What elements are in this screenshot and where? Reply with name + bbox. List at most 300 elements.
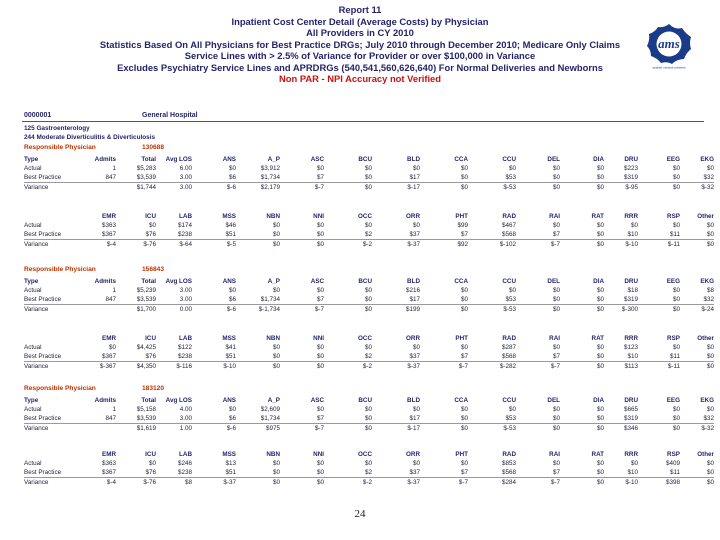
column-header: MSS [222, 212, 236, 220]
table-cell: $123 [623, 344, 638, 351]
column-header: RAD [502, 334, 516, 342]
table-cell: $0 [460, 287, 468, 294]
column-header: LAB [179, 212, 192, 220]
row-label: Best Practice [24, 415, 62, 422]
table-cell: $-2 [324, 362, 372, 372]
report-statistics-basis: Statistics Based On All Physicians for Best Practice DRGs; July 2010 through December 2010; Medicare Only Claims [99, 38, 621, 50]
table-cell: $0 [638, 183, 680, 193]
table-cell: $11 [669, 231, 680, 238]
table-cell: $0 [228, 165, 236, 172]
column-header: DIA [593, 396, 604, 404]
table-cell: $0 [552, 460, 560, 467]
table-cell: $1,734 [260, 174, 280, 181]
table-row [24, 230, 714, 240]
table-cell: $-76 [116, 240, 156, 250]
table-cell: $363 [101, 222, 116, 229]
cost-table-secondary [24, 449, 714, 487]
table-cell: $319 [623, 296, 638, 303]
table-cell: $53 [505, 296, 516, 303]
table-cell: $10 [627, 231, 638, 238]
table-cell: $-7 [516, 478, 560, 488]
table-cell: $0 [706, 353, 714, 360]
table-cell: $0 [552, 415, 560, 422]
table-row [24, 164, 714, 173]
cost-table-secondary [24, 211, 714, 249]
table-cell: $0 [672, 415, 680, 422]
table-cell: $0 [460, 460, 468, 467]
table-cell: $6 [228, 174, 236, 181]
column-header-row [24, 333, 714, 343]
column-header [24, 449, 76, 459]
column-header: DRU [624, 277, 638, 285]
table-row [24, 173, 714, 183]
table-cell: $0 [596, 174, 604, 181]
table-cell: 1 [112, 165, 116, 172]
table-cell: $0 [680, 478, 714, 488]
table-cell: $99 [457, 222, 468, 229]
column-header: ICU [145, 450, 156, 458]
table-cell: $0 [552, 344, 560, 351]
table-cell: $0 [630, 222, 638, 229]
table-cell: $568 [501, 231, 516, 238]
table-cell: 1 [112, 406, 116, 413]
column-header: ASC [310, 277, 324, 285]
table-cell: $0 [460, 344, 468, 351]
table-cell: $0 [672, 344, 680, 351]
table-cell: 847 [105, 415, 116, 422]
table-cell: $0 [364, 165, 372, 172]
column-header: Admits [94, 277, 116, 285]
table-cell: $0 [148, 222, 156, 229]
table-cell: $0 [672, 174, 680, 181]
table-cell: $2,609 [260, 406, 280, 413]
table-cell: $0 [672, 165, 680, 172]
table-cell [76, 424, 116, 434]
table-cell: $0 [324, 305, 372, 315]
column-header: EKG [700, 396, 714, 404]
table-cell: $2 [364, 231, 372, 238]
table-cell: $0 [706, 165, 714, 172]
row-label: Variance [24, 478, 76, 488]
table-cell: $238 [177, 231, 192, 238]
column-header: RAT [591, 212, 604, 220]
column-header: DIA [593, 155, 604, 163]
column-header: Type [24, 155, 39, 163]
table-cell: $-7 [280, 183, 324, 193]
drg-line: 244 Moderate Diverticulitis & Diverticulosis [24, 134, 156, 141]
table-cell: $0 [596, 406, 604, 413]
column-header: Admits [94, 396, 116, 404]
table-cell: $0 [560, 240, 604, 250]
table-cell: $0 [516, 183, 560, 193]
table-cell: $-7 [280, 305, 324, 315]
table-cell: $568 [501, 469, 516, 476]
row-label: Actual [24, 222, 42, 229]
column-header: MSS [222, 450, 236, 458]
table-cell [76, 305, 116, 315]
column-header [24, 211, 76, 221]
table-cell: $32 [703, 296, 714, 303]
column-header: LAB [179, 334, 192, 342]
table-cell: $174 [177, 222, 192, 229]
column-header: EEG [666, 277, 680, 285]
column-header: RAT [591, 334, 604, 342]
table-cell: $0 [316, 406, 324, 413]
table-cell: $37 [409, 469, 420, 476]
table-cell: $10 [627, 469, 638, 476]
table-cell: $0 [280, 478, 324, 488]
column-header: ORR [406, 334, 420, 342]
table-cell: $199 [372, 305, 420, 315]
report-title: Report 11 [338, 4, 382, 15]
row-label: Best Practice [24, 469, 62, 476]
table-cell: $0 [324, 424, 372, 434]
column-header: EEG [666, 155, 680, 163]
column-header: BCU [358, 277, 372, 285]
column-header: RAD [502, 450, 516, 458]
column-header: RAI [549, 450, 560, 458]
table-cell: $7 [460, 469, 468, 476]
table-cell: $4,425 [136, 344, 156, 351]
table-cell: 0.00 [156, 305, 192, 315]
table-cell: 6.00 [179, 165, 192, 172]
table-cell: $113 [604, 362, 638, 372]
column-header: NNI [313, 334, 324, 342]
table-cell: $41 [225, 344, 236, 351]
row-label: Variance [24, 305, 76, 315]
table-cell: $0 [552, 287, 560, 294]
table-cell: $51 [225, 353, 236, 360]
table-cell: 1 [112, 287, 116, 294]
cost-table-primary [24, 395, 714, 433]
table-cell: $409 [665, 460, 680, 467]
column-header: Total [141, 277, 156, 285]
table-cell: $0 [228, 287, 236, 294]
column-header: NNI [313, 212, 324, 220]
column-header: ICU [145, 334, 156, 342]
column-header: CCU [502, 277, 516, 285]
table-cell: $0 [552, 406, 560, 413]
table-cell: $467 [501, 222, 516, 229]
table-row [24, 295, 714, 305]
table-cell: $7 [316, 174, 324, 181]
table-cell: $7 [552, 353, 560, 360]
table-cell: $0 [706, 469, 714, 476]
table-cell: $0 [596, 415, 604, 422]
column-header: RSP [667, 450, 680, 458]
table-cell: $-116 [156, 362, 192, 372]
table-cell: $-11 [638, 240, 680, 250]
column-header: CCA [454, 396, 468, 404]
table-cell: $0 [316, 469, 324, 476]
table-cell: $8 [156, 478, 192, 488]
table-cell: $0 [596, 231, 604, 238]
table-row [24, 221, 714, 230]
table-cell: $5,158 [136, 406, 156, 413]
row-label: Best Practice [24, 296, 62, 303]
ams-logo [644, 22, 694, 70]
column-header [24, 333, 76, 343]
column-header: RAI [549, 212, 560, 220]
column-header: NBN [266, 212, 280, 220]
table-cell: $-4 [76, 240, 116, 250]
column-header: ASC [310, 396, 324, 404]
report-scope: All Providers in CY 2010 [306, 27, 414, 38]
column-header: EEG [666, 396, 680, 404]
table-cell: $0 [680, 362, 714, 372]
table-cell: $3,539 [136, 174, 156, 181]
table-cell: $0 [108, 344, 116, 351]
table-cell: $1,734 [260, 415, 280, 422]
table-cell: $0 [560, 424, 604, 434]
table-cell: $0 [364, 344, 372, 351]
table-cell: $-102 [468, 240, 516, 250]
table-cell: $37 [409, 353, 420, 360]
table-cell: $238 [177, 469, 192, 476]
column-header: PHT [455, 450, 468, 458]
column-header-row [24, 276, 714, 286]
table-cell: $0 [228, 406, 236, 413]
table-cell: $0 [412, 406, 420, 413]
table-cell: $13 [225, 460, 236, 467]
table-cell: $319 [623, 415, 638, 422]
table-cell: $-2 [324, 478, 372, 488]
table-cell: $-6 [192, 305, 236, 315]
table-cell: $1,619 [116, 424, 156, 434]
table-cell: $0 [596, 296, 604, 303]
table-cell: $568 [501, 353, 516, 360]
table-cell: $367 [101, 353, 116, 360]
column-header: Admits [94, 155, 116, 163]
table-cell: $122 [177, 344, 192, 351]
table-cell: $3,912 [260, 165, 280, 172]
table-row [24, 183, 714, 193]
table-cell: $0 [420, 183, 468, 193]
table-cell: $7 [316, 296, 324, 303]
table-cell: $0 [596, 287, 604, 294]
table-row [24, 405, 714, 414]
service-line: 125 Gastroenterology [24, 125, 90, 132]
table-cell: $-7 [516, 240, 560, 250]
physician-id: 156843 [142, 266, 165, 273]
table-cell: $51 [225, 469, 236, 476]
table-cell: $0 [516, 424, 560, 434]
table-cell: $0 [460, 165, 468, 172]
table-cell: $0 [420, 305, 468, 315]
column-header: PHT [455, 334, 468, 342]
table-cell: $3,539 [136, 415, 156, 422]
table-cell: $284 [468, 478, 516, 488]
table-cell: $76 [145, 231, 156, 238]
physician-label: Responsible Physician [24, 144, 96, 151]
table-cell: $10 [627, 353, 638, 360]
table-cell: $363 [101, 460, 116, 467]
table-cell: 3.00 [179, 415, 192, 422]
physician-id: 130688 [142, 144, 165, 151]
table-row [24, 362, 714, 372]
table-cell: $7 [552, 231, 560, 238]
table-cell: $0 [706, 460, 714, 467]
table-cell: $-32 [680, 424, 714, 434]
table-cell: $2,179 [236, 183, 280, 193]
row-label: Variance [24, 240, 76, 250]
column-header: NBN [266, 334, 280, 342]
table-cell: $-282 [468, 362, 516, 372]
table-cell: $0 [272, 344, 280, 351]
table-cell: $-7 [516, 362, 560, 372]
table-cell: $0 [638, 424, 680, 434]
table-cell: $0 [316, 222, 324, 229]
table-cell: 847 [105, 174, 116, 181]
column-header: Avg LOS [165, 155, 192, 163]
table-cell: $-37 [372, 362, 420, 372]
table-cell: $0 [630, 460, 638, 467]
table-cell: $0 [412, 344, 420, 351]
table-cell: $76 [145, 353, 156, 360]
column-header: RSP [667, 334, 680, 342]
table-row [24, 468, 714, 478]
logo-text: ams [658, 36, 680, 51]
table-cell: $398 [638, 478, 680, 488]
column-header: EKG [700, 155, 714, 163]
table-cell: $-17 [372, 183, 420, 193]
column-header: RRR [624, 212, 638, 220]
table-cell: $0 [364, 460, 372, 467]
column-header-row [24, 449, 714, 459]
table-cell: $4,350 [116, 362, 156, 372]
column-header: DIA [593, 277, 604, 285]
table-cell: $18 [627, 287, 638, 294]
table-cell: $53 [505, 174, 516, 181]
table-cell: $0 [508, 406, 516, 413]
table-cell: $0 [272, 353, 280, 360]
table-cell: $32 [703, 174, 714, 181]
row-label: Variance [24, 424, 76, 434]
table-cell: 1.00 [156, 424, 192, 434]
column-header: BLD [407, 396, 420, 404]
table-cell: $17 [409, 296, 420, 303]
table-cell: $0 [560, 478, 604, 488]
row-label: Actual [24, 406, 42, 413]
table-cell: $367 [101, 231, 116, 238]
table-cell: $-10 [604, 478, 638, 488]
column-header: RSP [667, 212, 680, 220]
table-cell: $-11 [638, 362, 680, 372]
table-cell: $0 [316, 353, 324, 360]
table-cell: $17 [409, 174, 420, 181]
table-cell: $0 [552, 222, 560, 229]
table-cell: $0 [272, 231, 280, 238]
table-cell: $0 [596, 344, 604, 351]
column-header: OCC [358, 212, 372, 220]
table-cell: $0 [148, 460, 156, 467]
table-cell: $0 [364, 287, 372, 294]
column-header: Total [141, 396, 156, 404]
table-cell: $1,734 [260, 296, 280, 303]
column-header: DEL [547, 155, 560, 163]
table-cell: $-7 [420, 362, 468, 372]
logo-tagline: applied medical software [652, 65, 686, 70]
table-cell: $0 [272, 469, 280, 476]
table-cell: $0 [236, 362, 280, 372]
cost-table-primary [24, 276, 714, 314]
row-label: Variance [24, 362, 76, 372]
provider-divider [22, 121, 704, 122]
column-header: DEL [547, 277, 560, 285]
table-cell: $-37 [372, 240, 420, 250]
column-header: DEL [547, 396, 560, 404]
column-header: PHT [455, 212, 468, 220]
column-header-row [24, 154, 714, 164]
table-cell: $0 [516, 305, 560, 315]
table-cell: $0 [596, 222, 604, 229]
table-row [24, 414, 714, 424]
table-cell: $853 [501, 460, 516, 467]
table-cell: $0 [596, 460, 604, 467]
table-cell: 3.00 [156, 183, 192, 193]
npi-notice: Non PAR - NPI Accuracy not Verified [278, 73, 441, 84]
table-cell: $-37 [192, 478, 236, 488]
column-header: EMR [102, 450, 116, 458]
table-cell: $-6 [192, 424, 236, 434]
table-cell: $287 [501, 344, 516, 351]
table-row [24, 424, 714, 434]
table-cell: $-10 [604, 240, 638, 250]
table-cell: $-64 [156, 240, 192, 250]
table-cell: $-6 [192, 183, 236, 193]
table-cell: $0 [552, 296, 560, 303]
table-cell: $246 [177, 460, 192, 467]
table-cell: $6 [228, 415, 236, 422]
column-header: Other [697, 212, 714, 220]
table-cell: $0 [420, 424, 468, 434]
column-header: BLD [407, 277, 420, 285]
table-cell: $0 [706, 344, 714, 351]
table-cell: $0 [596, 165, 604, 172]
table-cell: $0 [508, 287, 516, 294]
table-cell: $0 [236, 240, 280, 250]
table-cell: $7 [316, 415, 324, 422]
table-cell: $0 [364, 174, 372, 181]
row-label: Best Practice [24, 231, 62, 238]
cost-table-primary [24, 154, 714, 192]
column-header: RAI [549, 334, 560, 342]
table-cell: $37 [409, 231, 420, 238]
table-cell: $0 [680, 240, 714, 250]
column-header: RRR [624, 450, 638, 458]
row-label: Actual [24, 287, 42, 294]
table-cell: $0 [706, 406, 714, 413]
column-header: Total [141, 155, 156, 163]
table-cell: $0 [672, 406, 680, 413]
table-cell: $0 [364, 415, 372, 422]
table-cell: 3.00 [179, 296, 192, 303]
column-header: ANS [222, 277, 236, 285]
table-cell: 3.00 [179, 287, 192, 294]
column-header: NBN [266, 450, 280, 458]
table-row [24, 343, 714, 352]
table-row [24, 459, 714, 468]
table-cell: $0 [560, 362, 604, 372]
table-cell: $-53 [468, 183, 516, 193]
table-cell: $17 [409, 415, 420, 422]
table-cell: $-37 [372, 478, 420, 488]
table-cell: $76 [145, 469, 156, 476]
column-header: A_P [267, 396, 280, 404]
table-row [24, 352, 714, 362]
table-cell: $-4 [76, 478, 116, 488]
column-header: RAD [502, 212, 516, 220]
